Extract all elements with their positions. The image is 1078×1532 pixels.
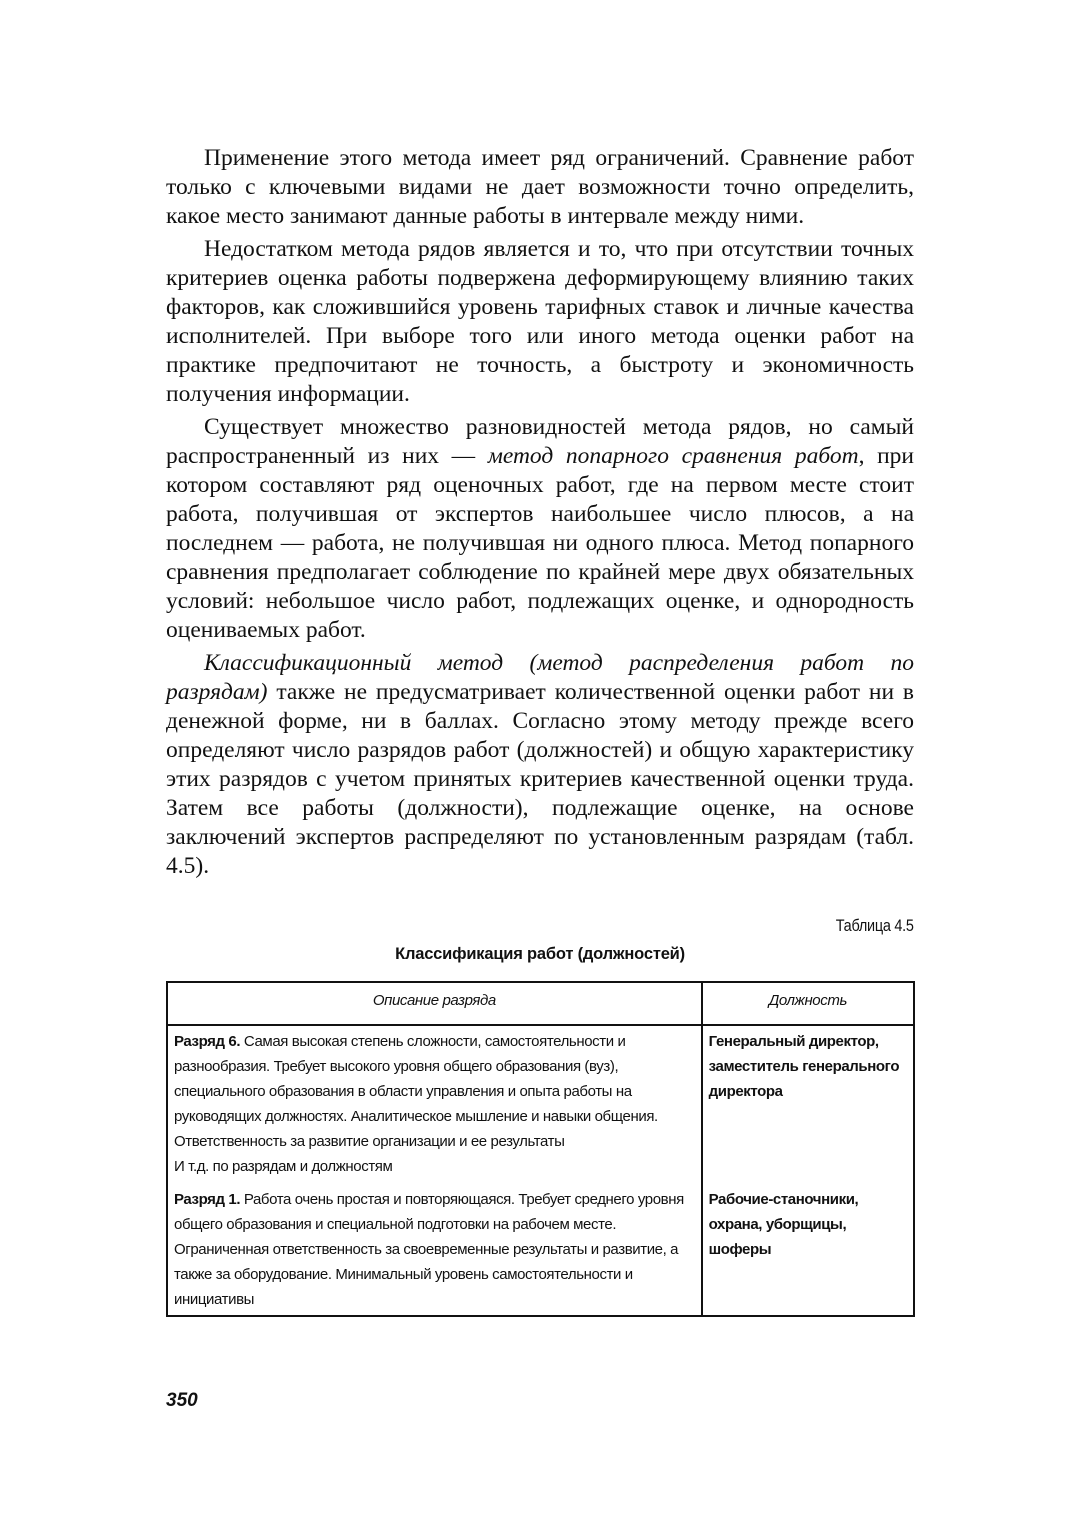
body-text (166, 144, 914, 885)
header-position: Должность (702, 982, 914, 1025)
page-number: 350 (166, 1390, 198, 1411)
paragraph-2-text: Недостатком метода рядов является и то, что при отсутствии точных критериев оценка работы подвержена деформирующему влиянию таких факторов, как сложившийся уровень тарифных ставок и личные качества исполнителей. При выборе того или иного метода оценки работ на практике предпочитают не точность, а быстроту и экономичность получения информации. (166, 236, 914, 407)
rank-description-cell (167, 1025, 702, 1181)
positions-cell (702, 1025, 914, 1181)
paragraph-4-text-after: также не предусматривает количественной оценки работ ни в денежной форме, ни в баллах. Согласно этому методу прежде всего определяют число разрядов работ (должностей) и общую характеристику этих разрядов с учетом принятых критериев качественной оценки труда. Затем все работы (должности), подлежащие оценке, на основе заключений экспертов распределяют по установленным разрядам (табл. 4.5). (166, 679, 914, 879)
paragraph-4 (166, 649, 914, 881)
rank-description-cell (167, 1181, 702, 1316)
paragraph-3-text-after: , при котором составляют ряд оценочных работ, где на первом месте стоит работа, получившая от экспертов наибольшее число плюсов, а на последнем — работа, не получившая ни одного плюса. Метод попарного сравнения предполагает соблюдение по крайней мере двух обязательных условий: небольшое число работ, подлежащих оценке, и однородность оцениваемых работ. (166, 443, 914, 643)
rank-description: Самая высокая степень сложности, самостоятельности и разнообразия. Требует высокого уровня общего образования (вуз), специального образования в области управления и опыта работы на руководящих должностях. Аналитическое мышление и навыки общения. Ответственность за развитие организации и ее результаты (174, 1033, 658, 1150)
classification-table (166, 981, 915, 1317)
rank-description: Работа очень простая и повторяющаяся. Требует среднего уровня общего образования и специальной подготовки на рабочем месте. Ограниченная ответственность за своевременные результаты и развитие, а также за оборудование. Минимальный уровень самостоятельности и инициативы (174, 1191, 684, 1308)
paragraph-3-term: метод попарного сравнения работ (487, 443, 859, 469)
table-title: Классификация работ (должностей) (395, 945, 685, 963)
table-header-row (167, 982, 914, 1025)
rank-note: И т.д. по разрядам и должностям (174, 1158, 393, 1175)
positions-text: Рабочие-станочники, охрана, уборщицы, шоферы (708, 1191, 859, 1258)
positions-text: Генеральный директор, заместитель генерального директора (708, 1033, 900, 1100)
paragraph-1 (166, 144, 914, 231)
paragraph-3-text-before: Существует множество разновидностей метода рядов, но самый распространенный из них — (166, 414, 914, 469)
paragraph-2 (166, 235, 914, 409)
positions-cell (702, 1181, 914, 1316)
table-row (167, 1181, 914, 1316)
rank-name: Разряд 6. (174, 1033, 241, 1050)
paragraph-4-term: Классификационный метод (метод распределения работ по разрядам) (166, 650, 914, 705)
table-row (167, 1025, 914, 1181)
header-description: Описание разряда (167, 982, 702, 1025)
rank-name: Разряд 1. (174, 1191, 241, 1208)
paragraph-1-text: Применение этого метода имеет ряд ограничений. Сравнение работ только с ключевыми видами не дает возможности точно определить, какое место занимают данные работы в интервале между ними. (166, 145, 914, 229)
paragraph-3 (166, 413, 914, 645)
table-label: Таблица 4.5 (836, 916, 914, 935)
